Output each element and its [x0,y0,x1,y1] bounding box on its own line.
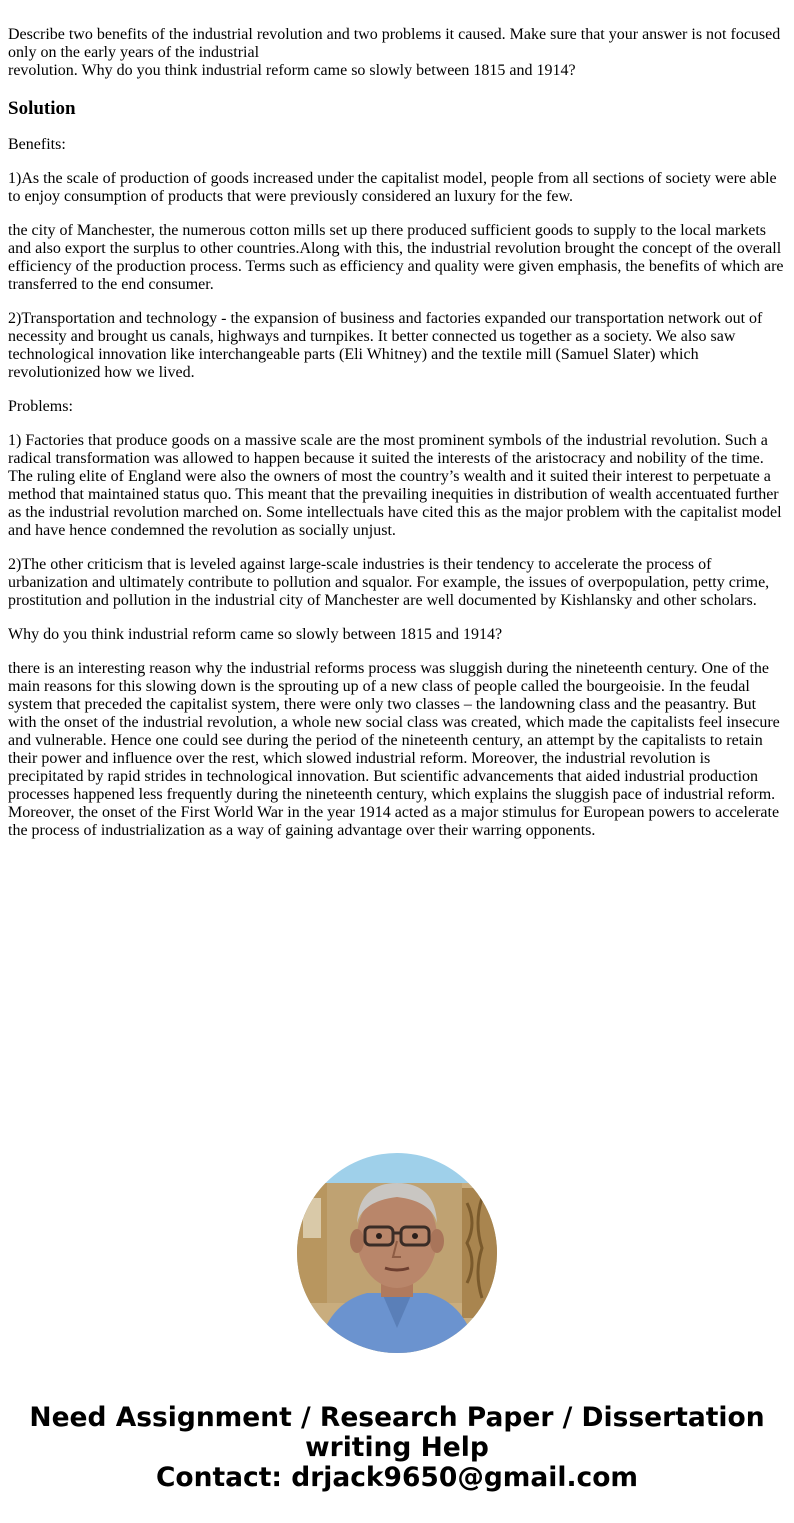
problem-2-paragraph: 2)The other criticism that is leveled against large-scale industries is their tendency to accelerate the process of urbanization and ultimately contribute to pollution and squalor. For example, the issues of overpopulation, petty crime, prostitution and pollution in the industrial city of Manchester are well documented by Kishlansky and other scholars. [8,556,770,609]
question-block [8,26,786,80]
solution-body [8,136,786,840]
benefit-2-paragraph: 2)Transportation and technology - the expansion of business and factories expanded our transportation network out of necessity and brought us canals, highways and turnpikes. It better connected us together as a society. We also saw technological innovation like interchangeable parts (Eli Whitney) and the textile mill (Samuel Slater) which revolutionized how we lived. [8,310,763,381]
problem-1-paragraph: 1) Factories that produce goods on a massive scale are the most prominent symbols of the industrial revolution. Such a radical transformation was allowed to happen because it suited the interests of the aristocracy and nobility of the time. The ruling elite of England were also the owners of most the country’s wealth and it suited their interest to perpetuate a method that maintained status quo. This meant that the prevailing inequities in distribution of wealth accentuated further as the industrial revolution marched on. Some intellectuals have cited this as the major problem with the capitalist model and have hence condemned the revolution as socially unjust. [8,432,782,539]
banner-line-2: writing Help [305,1432,489,1463]
problems-label: Problems: [8,398,73,415]
benefit-1-paragraph: 1)As the scale of production of goods increased under the capitalist model, people from all sections of society were able to enjoy consumption of products that were previously considered an luxury for the few. [8,170,777,205]
author-portrait-icon [297,1153,497,1353]
question-line-1: Describe two benefits of the industrial revolution and two problems it caused. Make sure that your answer is not focused only on the early years of the industrial [8,26,781,61]
author-avatar [297,1153,497,1353]
reform-question: Why do you think industrial reform came so slowly between 1815 and 1914? [8,626,503,643]
document-body [8,26,786,856]
reform-answer-paragraph: there is an interesting reason why the industrial reforms process was sluggish during the nineteenth century. One of the main reasons for this slowing down is the sprouting up of a new class of people called the bourgeoisie. In the feudal system that preceded the capitalist system, there were only two classes – the landowning class and the peasantry. But with the onset of the industrial revolution, a whole new social class was created, which made the capitalists feel insecure and vulnerable. Hence one could see during the period of the nineteenth century, an attempt by the capitalists to retain their power and influence over the rest, which slowed industrial reform. Moreover, the industrial revolution is precipitated by rapid strides in technological innovation. But scientific advancements that aided industrial production processes happened less frequently during the nineteenth century, which explains the sluggish pace of industrial reform. Moreover, the onset of the First World War in the year 1914 acted as a major stimulus for European powers to accelerate the process of industrialization as a way of gaining advantage over their warring opponents. [8,660,780,839]
banner-line-1: Need Assignment / Research Paper / Dissertation [29,1402,765,1433]
contact-banner [0,1403,794,1493]
benefits-label: Benefits: [8,136,66,153]
solution-heading: Solution [8,98,76,119]
question-line-2: revolution. Why do you think industrial reform came so slowly between 1815 and 1914? [8,62,576,79]
manchester-paragraph: the city of Manchester, the numerous cotton mills set up there produced sufficient goods to supply to the local markets and also export the surplus to other countries.Along with this, the industrial revolution brought the concept of the overall efficiency of the production process. Terms such as efficiency and quality were given emphasis, the benefits of which are transferred to the end consumer. [8,222,784,293]
contact-email-line: Contact: drjack9650@gmail.com [155,1462,639,1493]
